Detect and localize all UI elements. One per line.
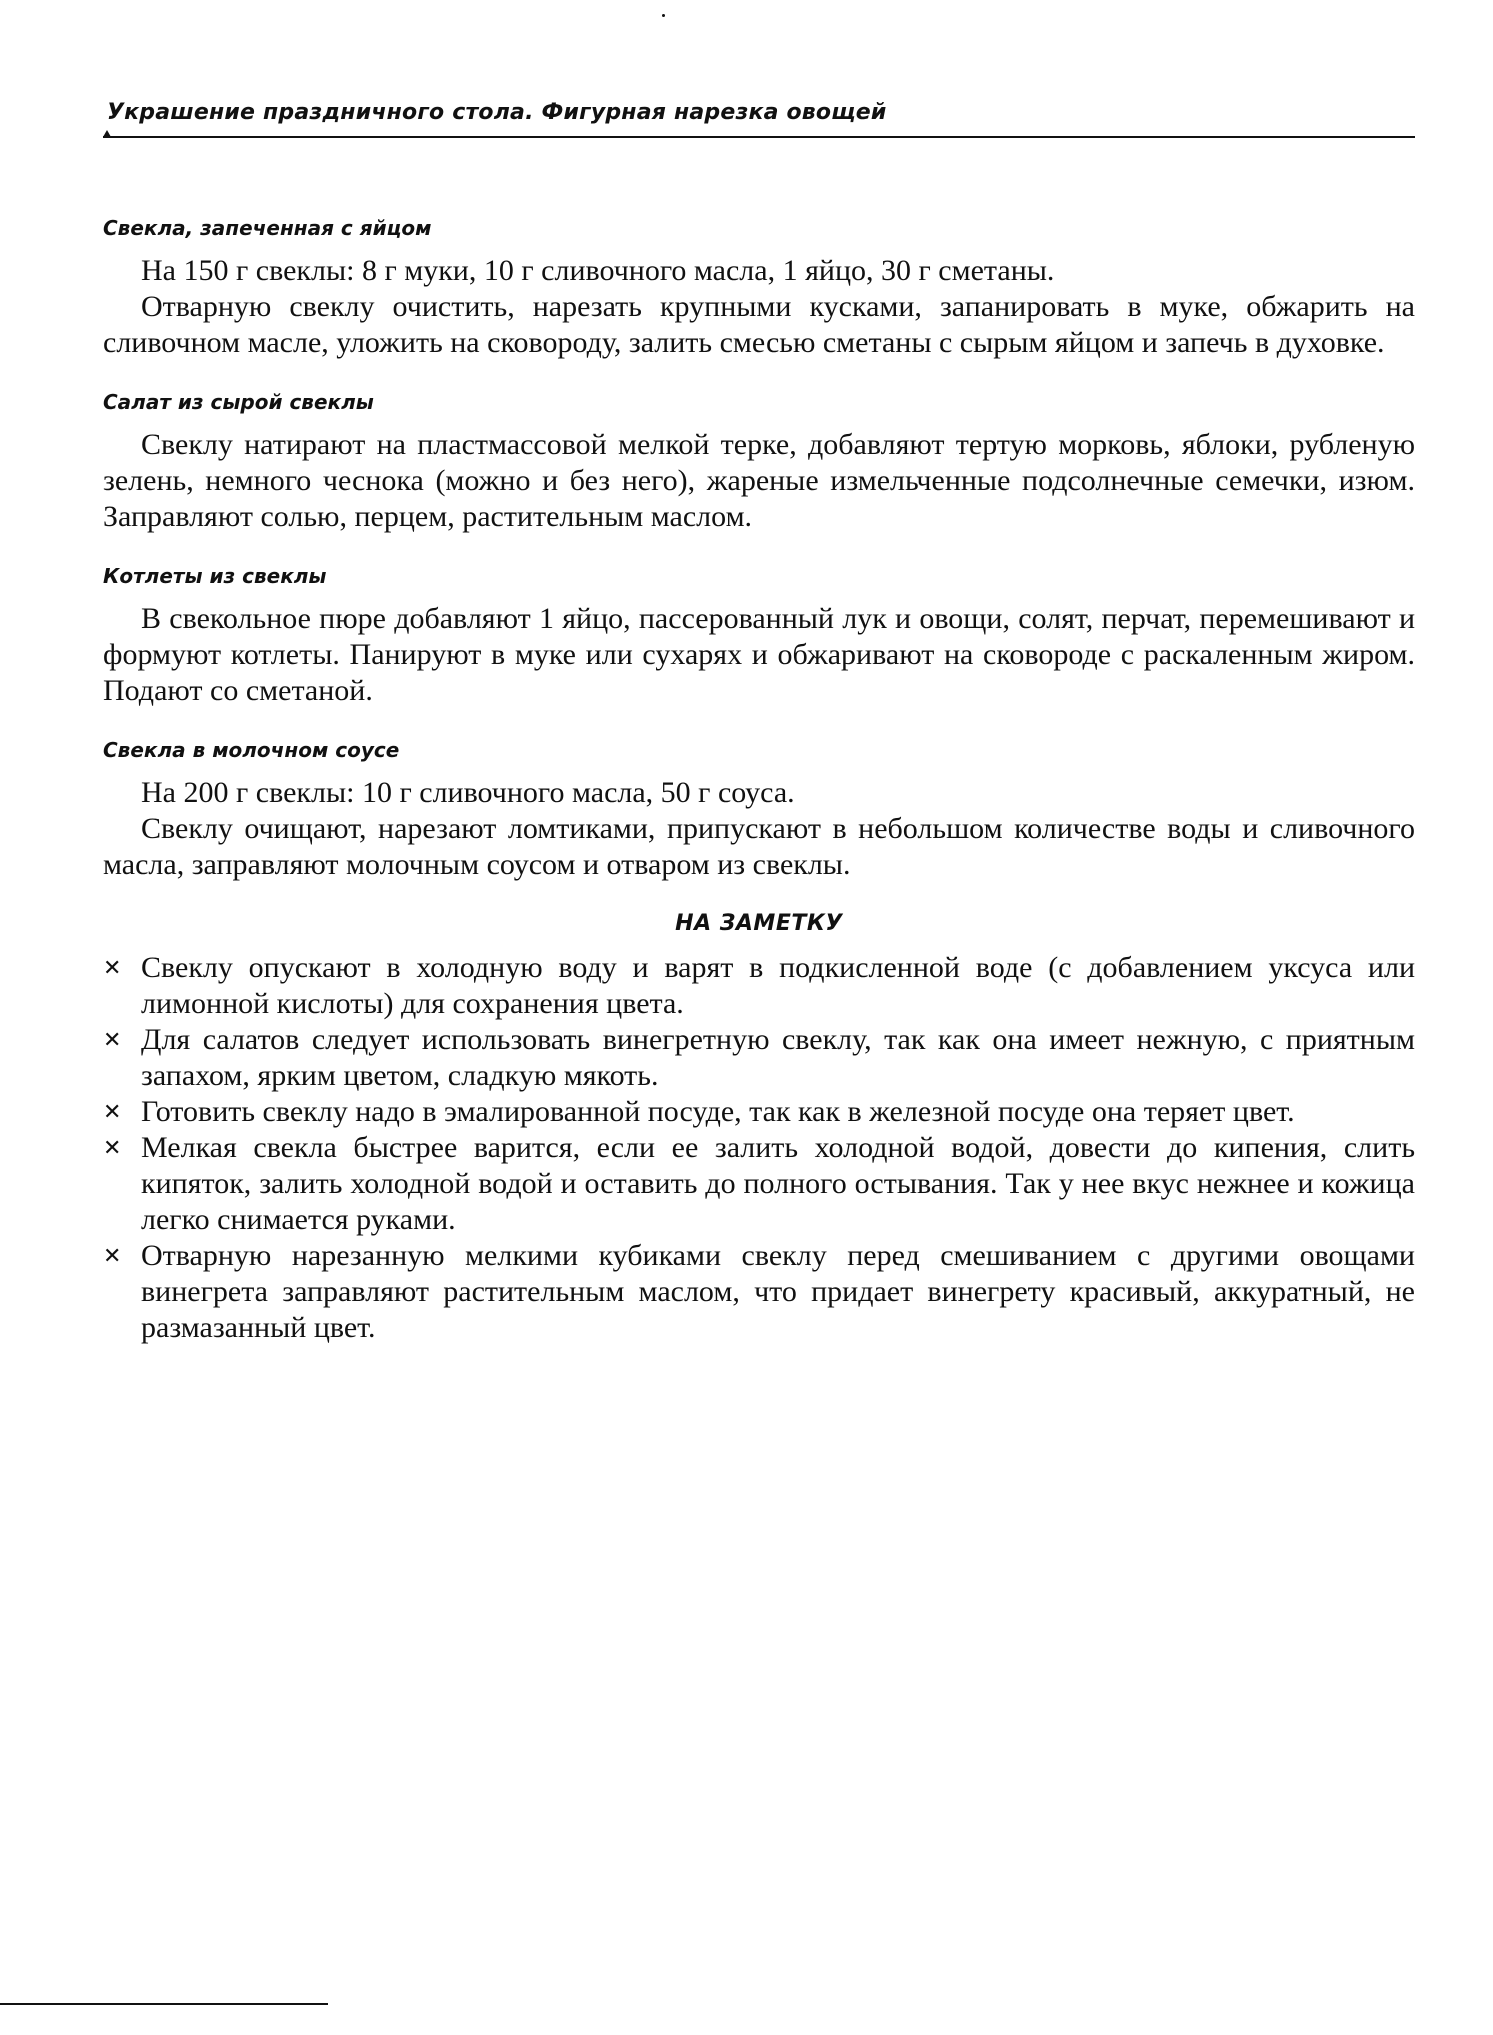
note-item-text: Готовить свеклу надо в эмалированной посуде, так как в железной посуде она теряет цвет. <box>141 1095 1295 1128</box>
recipe-section <box>103 563 1415 709</box>
page-content <box>103 215 1415 1346</box>
note-heading: НА ЗАМЕТКУ <box>675 911 843 936</box>
recipe-title: Свекла в молочном соусе <box>103 738 400 762</box>
recipe-ingredients: На 150 г свеклы: 8 г муки, 10 г сливочного масла, 1 яйцо, 30 г сметаны. <box>141 254 1055 287</box>
scan-dot <box>662 14 665 17</box>
recipe-title: Салат из сырой свеклы <box>103 390 374 414</box>
cross-bullet-icon: ✕ <box>103 1136 122 1161</box>
recipe-instructions: Свеклу натирают на пластмассовой мелкой терке, добавляют тертую морковь, яблоки, рубленую зелень, немного чеснока (можно и без него), жареные измельченные подсолнечные семечки, изюм. Заправляют солью, перцем, растительным маслом. <box>103 428 1415 533</box>
running-header <box>103 96 1415 140</box>
recipe-instructions: Отварную свеклу очистить, нарезать крупными кусками, запанировать в муке, обжарить на сливочном масле, уложить на сковороду, залить смесью сметаны с сырым яйцом и запечь в духовке. <box>103 290 1415 359</box>
recipe-title: Свекла, запеченная с яйцом <box>103 216 432 240</box>
cross-bullet-icon: ✕ <box>103 1244 122 1269</box>
note-list <box>103 950 1415 1346</box>
note-block <box>103 911 1415 1346</box>
recipe-title: Котлеты из свеклы <box>103 564 327 588</box>
note-item <box>103 1238 1415 1346</box>
footnote-rule <box>0 2003 328 2005</box>
note-item <box>103 950 1415 1022</box>
header-rule <box>103 136 1415 138</box>
note-item-text: Отварную нарезанную мелкими кубиками свеклу перед смешиванием с другими овощами винегрета заправляют растительным маслом, что придает винегрету красивый, аккуратный, не размазанный цвет. <box>141 1239 1415 1344</box>
cross-bullet-icon: ✕ <box>103 1100 122 1125</box>
running-header-title: Украшение праздничного стола. Фигурная нарезка овощей <box>107 100 887 125</box>
recipe-instructions: В свекольное пюре добавляют 1 яйцо, пассерованный лук и овощи, солят, перчат, перемешивают и формуют котлеты. Панируют в муке или сухарях и обжаривают на сковороде с раскаленным жиром. Подают со сметаной. <box>103 602 1415 707</box>
note-item-text: Для салатов следует использовать винегретную свеклу, так как она имеет нежную, с приятным запахом, ярким цветом, сладкую мякоть. <box>141 1023 1415 1092</box>
note-item <box>103 1022 1415 1094</box>
note-item <box>103 1130 1415 1238</box>
recipe-ingredients: На 200 г свеклы: 10 г сливочного масла, 50 г соуса. <box>141 776 795 809</box>
note-item-text: Свеклу опускают в холодную воду и варят в подкисленной воде (с добавлением уксуса или лимонной кислоты) для сохранения цвета. <box>141 951 1415 1020</box>
cross-bullet-icon: ✕ <box>103 956 122 981</box>
recipe-instructions: Свеклу очищают, нарезают ломтиками, припускают в небольшом количестве воды и сливочного масла, заправляют молочным соусом и отваром из свеклы. <box>103 812 1415 881</box>
recipe-section <box>103 215 1415 361</box>
cross-bullet-icon: ✕ <box>103 1028 122 1053</box>
recipe-section <box>103 737 1415 883</box>
note-item-text: Мелкая свекла быстрее варится, если ее залить холодной водой, довести до кипения, слить кипяток, залить холодной водой и оставить до полного остывания. Так у нее вкус нежнее и кожица легко снимается руками. <box>141 1131 1415 1236</box>
recipe-section <box>103 389 1415 535</box>
note-item <box>103 1094 1415 1130</box>
